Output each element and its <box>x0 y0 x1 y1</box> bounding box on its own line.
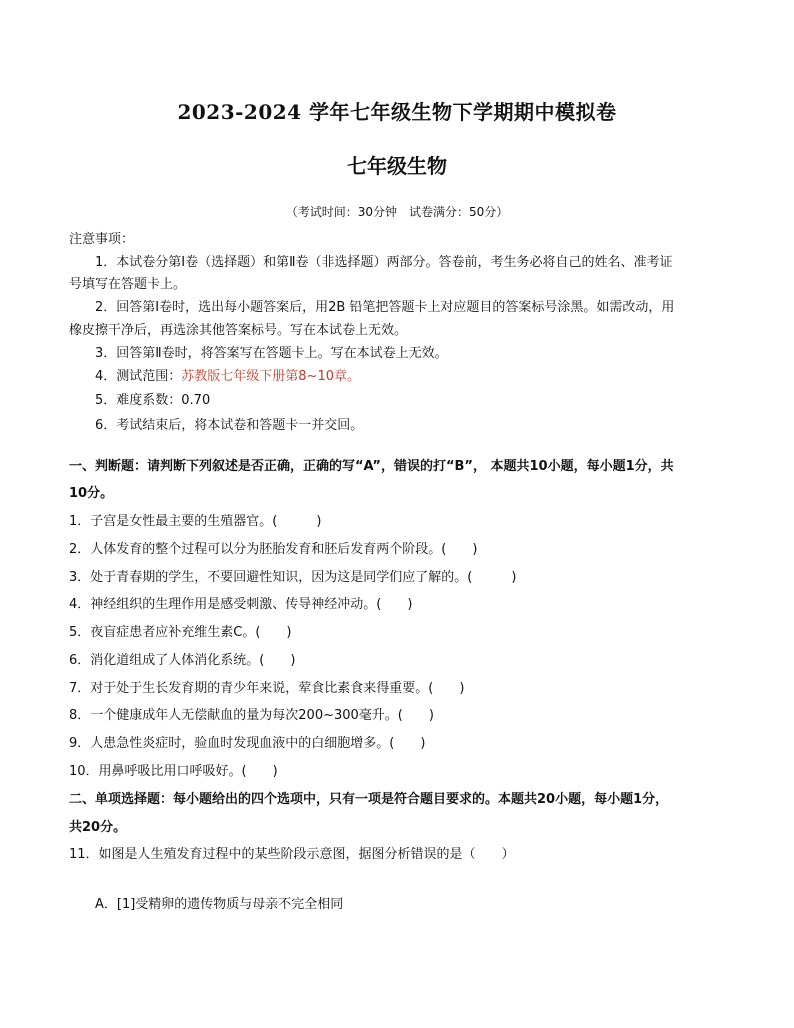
question-1: 1．子宫是女性最主要的生殖器官。( ) <box>69 514 322 529</box>
question-6: 6．消化道组成了人体消化系统。( ) <box>69 653 296 668</box>
section2-heading: 二、单项选择题：每小题给出的四个选项中，只有一项是符合题目要求的。本题共20小题，每小题1分， <box>69 792 669 807</box>
section1-heading: 一、判断题：请判断下列叙述是否正确，正确的写“A”，错误的打“B”， 本题共10小题，每小题1分，共 <box>69 459 674 474</box>
note-item-1: 1．本试卷分第Ⅰ卷（选择题）和第Ⅱ卷（非选择题）两部分。答卷前，考生务必将自己的姓名、准考证 <box>95 255 673 270</box>
question-4: 4．神经组织的生理作用是感受刺激、传导神经冲动。( ) <box>69 597 413 612</box>
question-11: 11．如图是人生殖发育过程中的某些阶段示意图，据图分析错误的是（ ） <box>69 847 515 862</box>
note-item-2: 2．回答第Ⅰ卷时，选出每小题答案后，用2B 铅笔把答题卡上对应题目的答案标号涂黑。如需改动，用 <box>95 300 675 315</box>
note-item-4 <box>95 365 360 384</box>
section1-heading-cont: 10分。 <box>69 486 114 501</box>
question-10: 10．用鼻呼吸比用口呼吸好。( ) <box>69 764 278 779</box>
note-item-5: 5．难度系数：0.70 <box>95 393 211 408</box>
question-2: 2．人体发育的整个过程可以分为胚胎发育和胚后发育两个阶段。( ) <box>69 542 478 557</box>
note-item-3: 3．回答第Ⅱ卷时，将答案写在答题卡上。写在本试卷上无效。 <box>95 346 448 361</box>
question-5: 5．夜盲症患者应补充维生素C。( ) <box>69 625 292 640</box>
note-item-6: 6．考试结束后，将本试卷和答题卡一并交回。 <box>95 418 364 433</box>
question-9: 9．人患急性炎症时，验血时发现血液中的白细胞增多。( ) <box>69 736 426 751</box>
note-item-1-cont: 号填写在答题卡上。 <box>69 277 187 292</box>
question-3: 3．处于青春期的学生，不要回避性知识，因为这是同学们应了解的。( ) <box>69 570 517 585</box>
question-8: 8．一个健康成年人无偿献血的量为每次200~300毫升。( ) <box>69 708 434 723</box>
section2-heading-cont: 共20分。 <box>69 820 127 835</box>
question-11-option-a: A．[1]受精卵的遗传物质与母亲不完全相同 <box>95 897 344 912</box>
test-scope: 苏教版七年级下册第8~10章。 <box>181 369 360 384</box>
notes-heading: 注意事项： <box>69 232 135 247</box>
page-title: 2023-2024 学年七年级生物下学期期中模拟卷 <box>177 100 617 124</box>
note-item-2-cont: 橡皮擦干净后，再选涂其他答案标号。写在本试卷上无效。 <box>69 323 408 338</box>
page-subtitle: 七年级生物 <box>347 154 447 178</box>
question-7: 7．对于处于生长发育期的青少年来说，荤食比素食来得重要。( ) <box>69 681 465 696</box>
note-item-4-prefix: 4．测试范围： <box>95 369 182 384</box>
exam-info: （考试时间：30分钟 试卷满分：50分） <box>285 205 509 219</box>
